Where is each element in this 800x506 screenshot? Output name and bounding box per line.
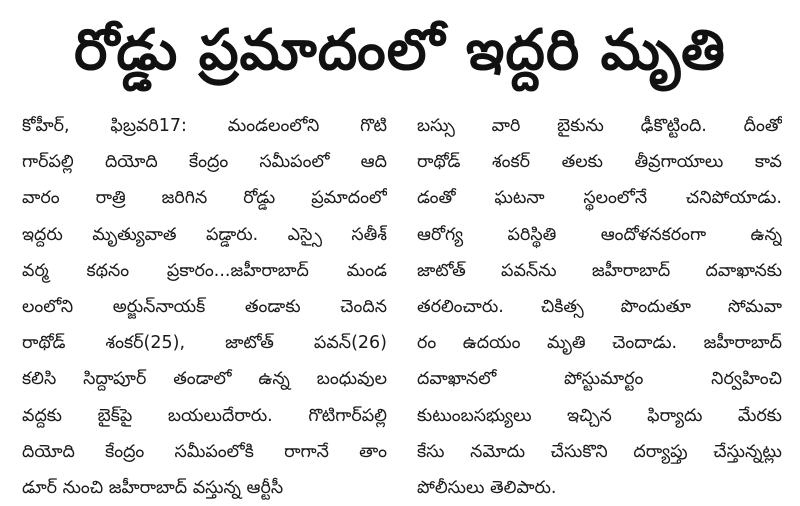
text-line: పోలీసులు తెలిపారు.	[417, 477, 557, 498]
text-line: రం ఉదయం మృతి చెందాడు. జహీరాబాద్	[417, 333, 782, 354]
text-line: కుటుంబసభ్యులు ఇచ్చిన ఫిర్యాదు మేరకు	[417, 405, 782, 426]
right-column	[417, 108, 782, 506]
text-line: రాథోడ్ శంకర్ తలకు తీవ్రగాయాలు కావ	[417, 152, 782, 173]
text-line: వారం రాత్రి జరిగిన రోడ్డు ప్రమాదంలో	[22, 188, 387, 209]
text-line: ఆరోగ్య పరిస్థితి ఆందోళనకరంగా ఉన్న	[417, 224, 782, 245]
text-line: డూర్ నుంచి జహీరాబాద్ వస్తున్న ఆర్టీసీ	[22, 477, 284, 498]
text-line: కోహీర్, ఫిబ్రవరి17: మండలంలోని గొటి	[22, 116, 387, 136]
left-column	[22, 108, 387, 506]
text-line: గార్‌పల్లి దియోది కేంద్రం సమీపంలో ఆది	[22, 152, 387, 173]
headline: రోడ్డు ప్రమాదంలో ఇద్దరి మృతి	[74, 18, 726, 83]
article-body	[22, 108, 782, 506]
text-line: జాటోత్ పవన్‌ను జహీరాబాద్ దవాఖానకు	[417, 260, 782, 281]
text-line: వద్దకు బైక్‌పై బయలుదేరారు. గొటిగార్‌పల్లి	[22, 405, 387, 426]
text-line: ఇద్దరు మృత్యువాత పడ్డారు. ఎస్సై సతీశ్	[22, 224, 387, 245]
text-line: వర్మ కథనం ప్రకారం...జహీరాబాద్ మండ	[22, 260, 387, 281]
text-line: రాథోడ్ శంకర్(25), జాటోత్ పవన్(26)	[22, 333, 387, 354]
text-line: డంతో ఘటనా స్థలంలోనే చనిపోయాడు.	[417, 188, 782, 209]
text-line: కలిసి సిద్దాపూర్ తండాలో ఉన్న బంధువుల	[22, 369, 387, 390]
text-line: దవాఖానలో పోస్టుమార్టం నిర్వహించి	[417, 369, 782, 390]
text-line: లంలోని అర్జున్‌నాయక్ తండాకు చెందిన	[22, 296, 387, 317]
text-line: కేసు నమోదు చేసుకొని దర్యాప్తు చేస్తున్నట్లు	[417, 441, 782, 462]
text-line: దియోది కేంద్రం సమీపంలోకి రాగానే తాం	[22, 441, 387, 462]
text-line: బస్సు వారి బైకును ఢీకొట్టింది. దీంతో	[417, 116, 782, 136]
text-line: తరలించారు. చికిత్స పొందుతూ సోమవా	[417, 296, 782, 317]
